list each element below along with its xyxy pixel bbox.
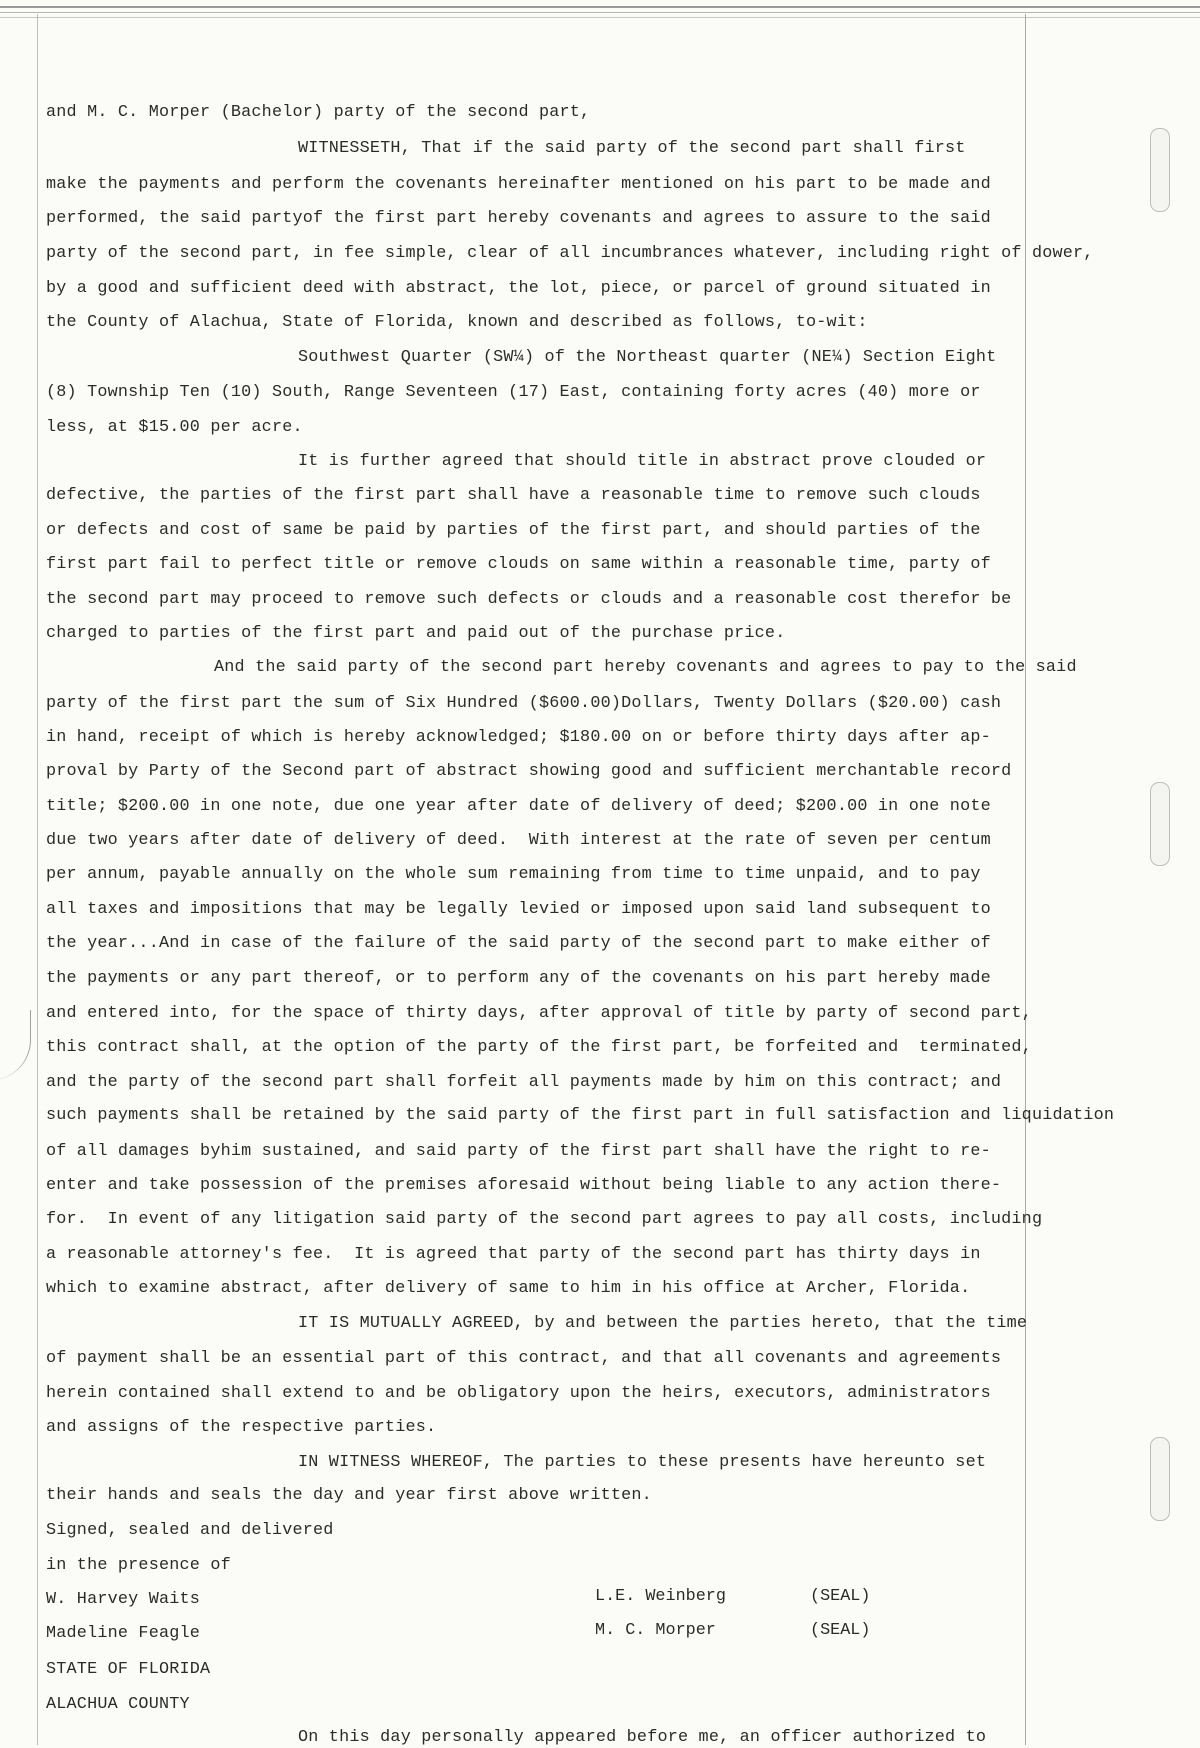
text-line: ALACHUA COUNTY: [46, 1695, 190, 1714]
binder-slot-bottom: [1150, 1437, 1170, 1521]
text-line: such payments shall be retained by the said party of the first part in full satisfaction and liquidation: [46, 1106, 1115, 1125]
text-line: And the said party of the second part hereby covenants and agrees to pay to the said: [214, 658, 1077, 677]
left-margin-line: [37, 14, 38, 1745]
text-line: W. Harvey Waits: [46, 1590, 201, 1609]
text-line: per annum, payable annually on the whole sum remaining from time to time unpaid, and to pay: [46, 865, 981, 884]
text-line: herein contained shall extend to and be obligatory upon the heirs, executors, administrators: [46, 1384, 991, 1403]
text-line: in hand, receipt of which is hereby acknowledged; $180.00 on or before thirty days after ap-: [46, 728, 991, 747]
signer-2: M. C. Morper: [595, 1621, 716, 1640]
text-line: the payments or any part thereof, or to perform any of the covenants on his part hereby made: [46, 969, 991, 988]
top-rule: [0, 6, 1200, 8]
text-line: in the presence of: [46, 1556, 231, 1575]
text-line: of payment shall be an essential part of this contract, and that all covenants and agreements: [46, 1349, 1002, 1368]
text-line: and M. C. Morper (Bachelor) party of the second part,: [46, 103, 591, 122]
text-line: party of the second part, in fee simple, clear of all incumbrances whatever, including right of dower,: [46, 244, 1094, 263]
text-line: title; $200.00 in one note, due one year after date of delivery of deed; $200.00 in one note: [46, 797, 991, 816]
text-line: and assigns of the respective parties.: [46, 1418, 437, 1437]
text-line: less, at $15.00 per acre.: [46, 418, 303, 437]
text-line: or defects and cost of same be paid by parties of the first part, and should parties of the: [46, 521, 981, 540]
text-line: Madeline Feagle: [46, 1624, 201, 1643]
text-line: which to examine abstract, after delivery of same to him in his office at Archer, Florida.: [46, 1279, 971, 1298]
seal-2: (SEAL): [810, 1621, 871, 1640]
text-line: (8) Township Ten (10) South, Range Seventeen (17) East, containing forty acres (40) more or: [46, 383, 981, 402]
seal-1: (SEAL): [810, 1587, 871, 1606]
text-line: first part fail to perfect title or remove clouds on same within a reasonable time, party of: [46, 555, 991, 574]
binder-slot-top: [1150, 128, 1170, 212]
right-margin-line: [1025, 14, 1026, 1745]
top-rule-tertiary: [0, 17, 1200, 18]
text-line: IN WITNESS WHEREOF, The parties to these presents have hereunto set: [298, 1453, 987, 1472]
text-line: Signed, sealed and delivered: [46, 1521, 334, 1540]
text-line: On this day personally appeared before me, an officer authorized to: [298, 1728, 987, 1747]
text-line: of all damages byhim sustained, and said party of the first part shall have the right to re-: [46, 1142, 991, 1161]
top-rule-secondary: [0, 12, 1200, 13]
text-line: WITNESSETH, That if the said party of the second part shall first: [298, 139, 966, 158]
text-line: performed, the said partyof the first part hereby covenants and agrees to assure to the said: [46, 209, 991, 228]
text-line: all taxes and impositions that may be legally levied or imposed upon said land subsequent to: [46, 900, 991, 919]
text-line: for. In event of any litigation said party of the second part agrees to pay all costs, including: [46, 1210, 1043, 1229]
text-line: their hands and seals the day and year first above written.: [46, 1486, 652, 1505]
binder-slot-middle: [1150, 782, 1170, 866]
text-line: Southwest Quarter (SW¼) of the Northeast quarter (NE¼) Section Eight: [298, 348, 997, 367]
signer-1: L.E. Weinberg: [595, 1587, 726, 1606]
text-line: party of the first part the sum of Six Hundred ($600.00)Dollars, Twenty Dollars ($20.00) cash: [46, 694, 1002, 713]
text-line: defective, the parties of the first part shall have a reasonable time to remove such clouds: [46, 486, 981, 505]
text-line: this contract shall, at the option of the party of the first part, be forfeited and terminated,: [46, 1038, 1032, 1057]
text-line: IT IS MUTUALLY AGREED, by and between the parties hereto, that the time: [298, 1314, 1028, 1333]
text-line: It is further agreed that should title in abstract prove clouded or: [298, 452, 987, 471]
text-line: make the payments and perform the covenants hereinafter mentioned on his part to be made and: [46, 175, 991, 194]
text-line: enter and take possession of the premises aforesaid without being liable to any action there-: [46, 1176, 1002, 1195]
text-line: by a good and sufficient deed with abstract, the lot, piece, or parcel of ground situated in: [46, 279, 991, 298]
text-line: charged to parties of the first part and paid out of the purchase price.: [46, 624, 786, 643]
text-line: the second part may proceed to remove such defects or clouds and a reasonable cost therefor be: [46, 590, 1012, 609]
page-edge-mark: [0, 1010, 31, 1080]
text-line: proval by Party of the Second part of abstract showing good and sufficient merchantable record: [46, 762, 1012, 781]
text-line: and the party of the second part shall forfeit all payments made by him on this contract; and: [46, 1073, 1002, 1092]
text-line: and entered into, for the space of thirty days, after approval of title by party of second part,: [46, 1004, 1032, 1023]
text-line: the County of Alachua, State of Florida, known and described as follows, to-wit:: [46, 313, 868, 332]
text-line: due two years after date of delivery of deed. With interest at the rate of seven per centum: [46, 831, 991, 850]
text-line: STATE OF FLORIDA: [46, 1660, 211, 1679]
text-line: the year...And in case of the failure of the said party of the second part to make either of: [46, 934, 991, 953]
text-line: a reasonable attorney's fee. It is agreed that party of the second part has thirty days in: [46, 1245, 981, 1264]
